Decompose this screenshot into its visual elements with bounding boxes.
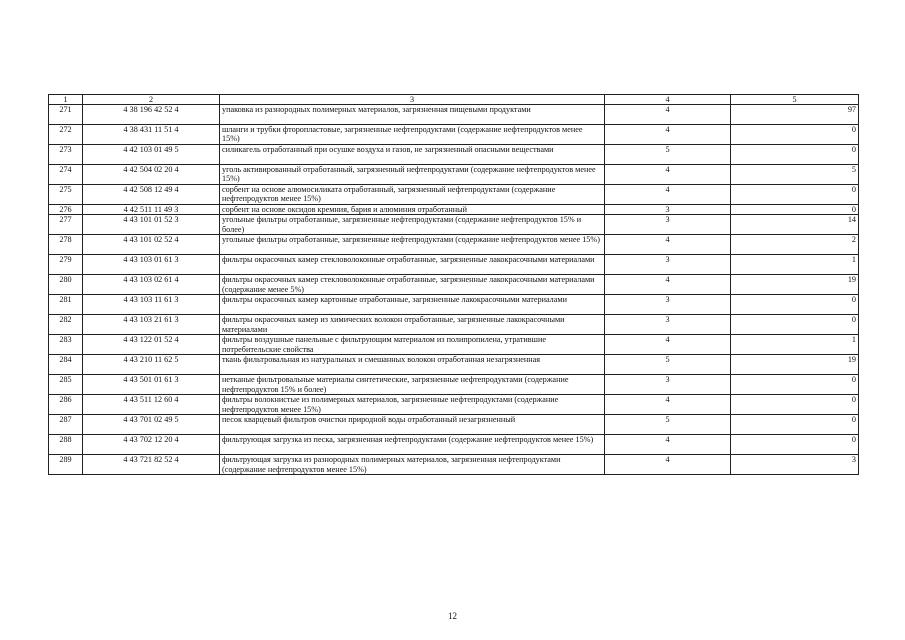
quantity-cell: 0 bbox=[731, 435, 859, 455]
col-header-4: 4 bbox=[605, 95, 731, 105]
table-row bbox=[49, 455, 859, 475]
row-number-cell: 289 bbox=[49, 455, 83, 475]
hazard-class-cell: 5 bbox=[605, 415, 731, 435]
quantity-cell: 0 bbox=[731, 295, 859, 315]
hazard-class-cell: 4 bbox=[605, 185, 731, 205]
waste-name-cell: ткань фильтровальная из натуральных и смешанных волокон отработанная незагрязненная bbox=[220, 355, 605, 375]
hazard-class-cell: 3 bbox=[605, 205, 731, 215]
waste-code-cell: 4 43 101 01 52 3 bbox=[83, 215, 220, 235]
hazard-class-cell: 4 bbox=[605, 435, 731, 455]
quantity-cell: 19 bbox=[731, 355, 859, 375]
hazard-class-cell: 4 bbox=[605, 125, 731, 145]
quantity-cell: 0 bbox=[731, 185, 859, 205]
quantity-cell: 97 bbox=[731, 105, 859, 125]
waste-code-cell: 4 43 122 01 52 4 bbox=[83, 335, 220, 355]
table-row bbox=[49, 125, 859, 145]
row-number-cell: 283 bbox=[49, 335, 83, 355]
table-row bbox=[49, 335, 859, 355]
waste-name-cell: нетканые фильтровальные материалы синтетические, загрязненные нефтепродуктами (содержание нефтепродуктов 15% и более) bbox=[220, 375, 605, 395]
row-number-cell: 285 bbox=[49, 375, 83, 395]
table-row bbox=[49, 185, 859, 205]
table-row bbox=[49, 375, 859, 395]
hazard-class-cell: 3 bbox=[605, 375, 731, 395]
waste-name-cell: угольные фильтры отработанные, загрязненные нефтепродуктами (содержание нефтепродуктов 15% и более) bbox=[220, 215, 605, 235]
page-number: 12 bbox=[448, 611, 457, 621]
table-row bbox=[49, 435, 859, 455]
quantity-cell: 19 bbox=[731, 275, 859, 295]
hazard-class-cell: 3 bbox=[605, 215, 731, 235]
quantity-cell: 0 bbox=[731, 125, 859, 145]
quantity-cell: 0 bbox=[731, 145, 859, 165]
hazard-class-cell: 4 bbox=[605, 165, 731, 185]
row-number-cell: 276 bbox=[49, 205, 83, 215]
waste-name-cell: шланги и трубки фторопластовые, загрязненные нефтепродуктами (содержание нефтепродуктов менее 15%) bbox=[220, 125, 605, 145]
waste-code-cell: 4 43 103 02 61 4 bbox=[83, 275, 220, 295]
quantity-cell: 0 bbox=[731, 395, 859, 415]
row-number-cell: 278 bbox=[49, 235, 83, 255]
row-number-cell: 273 bbox=[49, 145, 83, 165]
quantity-cell: 2 bbox=[731, 235, 859, 255]
waste-name-cell: уголь активированный отработанный, загрязненный нефтепродуктами (содержание нефтепродуктов менее 15%) bbox=[220, 165, 605, 185]
quantity-cell: 0 bbox=[731, 375, 859, 395]
row-number-cell: 282 bbox=[49, 315, 83, 335]
waste-name-cell: сорбент на основе алюмосиликата отработанный, загрязненный нефтепродуктами (содержание нефтепродуктов менее 15%) bbox=[220, 185, 605, 205]
hazard-class-cell: 3 bbox=[605, 255, 731, 275]
row-number-cell: 287 bbox=[49, 415, 83, 435]
quantity-cell: 1 bbox=[731, 255, 859, 275]
hazard-class-cell: 5 bbox=[605, 145, 731, 165]
table-row bbox=[49, 395, 859, 415]
row-number-cell: 288 bbox=[49, 435, 83, 455]
table-row bbox=[49, 205, 859, 215]
waste-name-cell: упаковка из разнородных полимерных материалов, загрязненная пищевыми продуктами bbox=[220, 105, 605, 125]
waste-code-cell: 4 43 721 82 52 4 bbox=[83, 455, 220, 475]
waste-code-cell: 4 43 103 01 61 3 bbox=[83, 255, 220, 275]
quantity-cell: 0 bbox=[731, 205, 859, 215]
hazard-class-cell: 4 bbox=[605, 275, 731, 295]
row-number-cell: 281 bbox=[49, 295, 83, 315]
row-number-cell: 275 bbox=[49, 185, 83, 205]
waste-name-cell: фильтры волокнистые из полимерных материалов, загрязненные нефтепродуктами (содержание нефтепродуктов менее 15%) bbox=[220, 395, 605, 415]
hazard-class-cell: 4 bbox=[605, 105, 731, 125]
row-number-cell: 274 bbox=[49, 165, 83, 185]
table-row bbox=[49, 235, 859, 255]
waste-code-cell: 4 43 101 02 52 4 bbox=[83, 235, 220, 255]
waste-code-cell: 4 43 103 21 61 3 bbox=[83, 315, 220, 335]
table-row bbox=[49, 215, 859, 235]
quantity-cell: 3 bbox=[731, 455, 859, 475]
row-number-cell: 280 bbox=[49, 275, 83, 295]
waste-code-cell: 4 38 431 11 51 4 bbox=[83, 125, 220, 145]
row-number-cell: 277 bbox=[49, 215, 83, 235]
row-number-cell: 284 bbox=[49, 355, 83, 375]
table-row bbox=[49, 145, 859, 165]
col-header-5: 5 bbox=[731, 95, 859, 105]
row-number-cell: 271 bbox=[49, 105, 83, 125]
row-number-cell: 286 bbox=[49, 395, 83, 415]
waste-name-cell: фильтры окрасочных камер стекловолоконные отработанные, загрязненные лакокрасочными материалами (содержание менее 5%) bbox=[220, 275, 605, 295]
hazard-class-cell: 3 bbox=[605, 315, 731, 335]
table-row bbox=[49, 165, 859, 185]
waste-table bbox=[48, 94, 859, 475]
col-header-2: 2 bbox=[83, 95, 220, 105]
waste-name-cell: фильтрующая загрузка из песка, загрязненная нефтепродуктами (содержание нефтепродуктов менее 15%) bbox=[220, 435, 605, 455]
hazard-class-cell: 4 bbox=[605, 395, 731, 415]
waste-name-cell: фильтрующая загрузка из разнородных полимерных материалов, загрязненная нефтепродуктами (содержание нефтепродуктов менее 15%) bbox=[220, 455, 605, 475]
waste-code-cell: 4 43 511 12 60 4 bbox=[83, 395, 220, 415]
hazard-class-cell: 5 bbox=[605, 355, 731, 375]
quantity-cell: 14 bbox=[731, 215, 859, 235]
waste-name-cell: фильтры окрасочных камер из химических волокон отработанные, загрязненные лакокрасочными материалами bbox=[220, 315, 605, 335]
hazard-class-cell: 4 bbox=[605, 335, 731, 355]
quantity-cell: 5 bbox=[731, 165, 859, 185]
waste-code-cell: 4 42 511 11 49 3 bbox=[83, 205, 220, 215]
waste-code-cell: 4 43 103 11 61 3 bbox=[83, 295, 220, 315]
waste-name-cell: сорбент на основе оксидов кремния, бария и алюминия отработанный bbox=[220, 205, 605, 215]
col-header-1: 1 bbox=[49, 95, 83, 105]
table-row bbox=[49, 355, 859, 375]
table-row bbox=[49, 295, 859, 315]
waste-code-cell: 4 42 103 01 49 5 bbox=[83, 145, 220, 165]
waste-name-cell: силикагель отработанный при осушке воздуха и газов, не загрязненный опасными веществами bbox=[220, 145, 605, 165]
header-row bbox=[49, 95, 859, 105]
quantity-cell: 0 bbox=[731, 315, 859, 335]
quantity-cell: 1 bbox=[731, 335, 859, 355]
waste-code-cell: 4 38 196 42 52 4 bbox=[83, 105, 220, 125]
waste-code-cell: 4 42 504 02 20 4 bbox=[83, 165, 220, 185]
table-row bbox=[49, 315, 859, 335]
table-row bbox=[49, 275, 859, 295]
hazard-class-cell: 4 bbox=[605, 235, 731, 255]
table-row bbox=[49, 415, 859, 435]
waste-name-cell: фильтры окрасочных камер картонные отработанные, загрязненные лакокрасочными материалами bbox=[220, 295, 605, 315]
waste-code-cell: 4 43 501 01 61 3 bbox=[83, 375, 220, 395]
row-number-cell: 272 bbox=[49, 125, 83, 145]
waste-name-cell: угольные фильтры отработанные, загрязненные нефтепродуктами (содержание нефтепродуктов менее 15%) bbox=[220, 235, 605, 255]
waste-name-cell: фильтры окрасочных камер стекловолоконные отработанные, загрязненные лакокрасочными материалами bbox=[220, 255, 605, 275]
waste-code-cell: 4 43 702 12 20 4 bbox=[83, 435, 220, 455]
col-header-3: 3 bbox=[220, 95, 605, 105]
waste-code-cell: 4 42 508 12 49 4 bbox=[83, 185, 220, 205]
row-number-cell: 279 bbox=[49, 255, 83, 275]
hazard-class-cell: 4 bbox=[605, 455, 731, 475]
waste-code-cell: 4 43 701 02 49 5 bbox=[83, 415, 220, 435]
waste-code-cell: 4 43 210 11 62 5 bbox=[83, 355, 220, 375]
waste-name-cell: фильтры воздушные панельные с фильтрующим материалом из полипропилена, утратившие потребительские свойства bbox=[220, 335, 605, 355]
hazard-class-cell: 3 bbox=[605, 295, 731, 315]
waste-name-cell: песок кварцевый фильтров очистки природной воды отработанный незагрязненный bbox=[220, 415, 605, 435]
table-row bbox=[49, 255, 859, 275]
quantity-cell: 0 bbox=[731, 415, 859, 435]
table-row bbox=[49, 105, 859, 125]
